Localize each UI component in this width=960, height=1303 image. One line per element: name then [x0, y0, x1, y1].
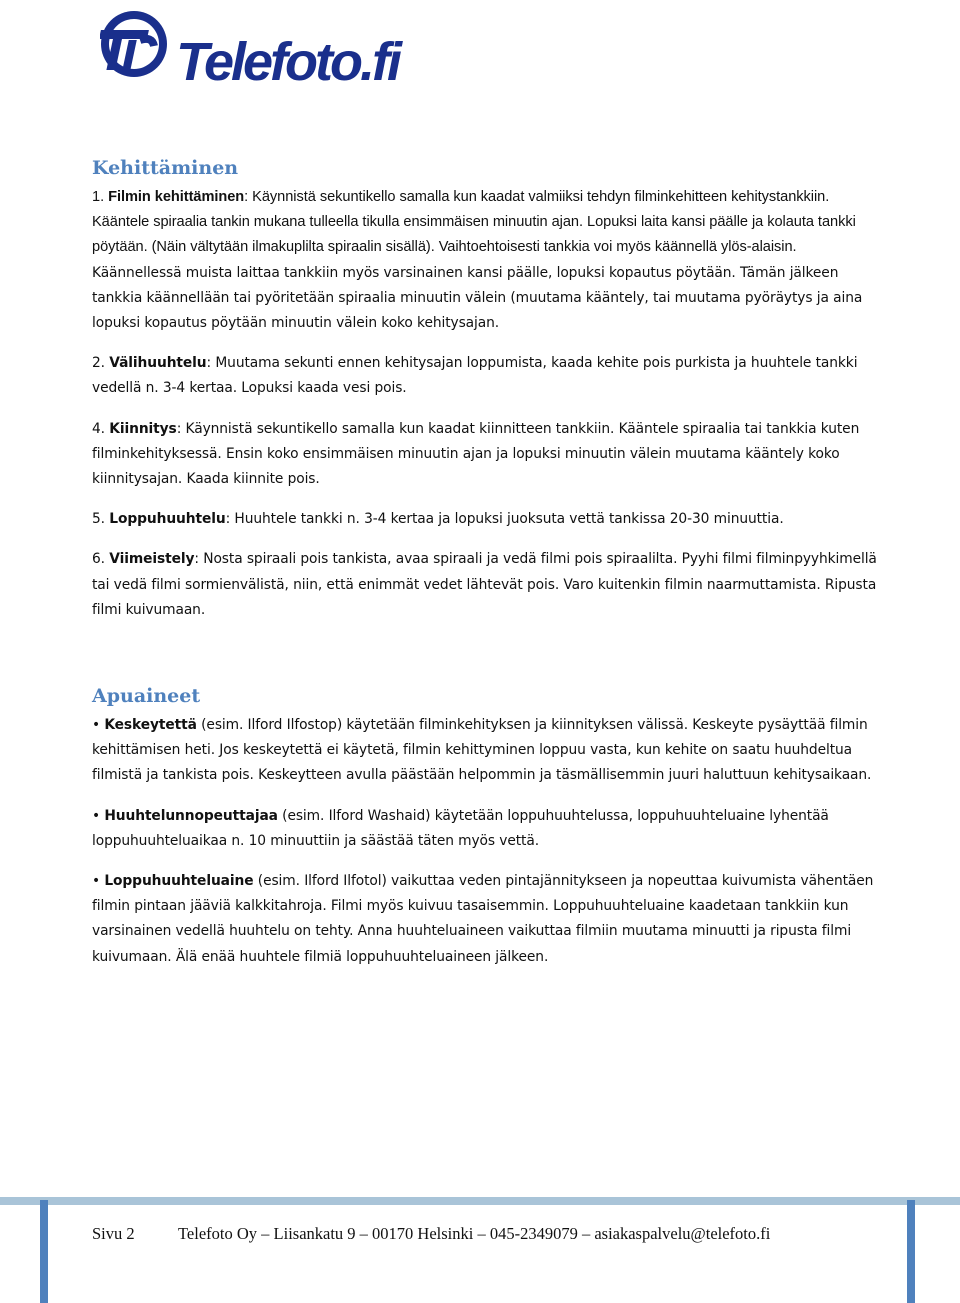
logo-wordmark: Telefoto.fi [176, 32, 399, 88]
apuaine-item-loppuhuuhteluaine [92, 869, 882, 970]
step-4-text: : Käynnistä sekuntikello samalla kun kaadat kiinnitteen tankkiin. Kääntele spiraalia tai tankkia kuten filminkehityksessä. Ensin koko ensimmäisen minuutin ajan ja lopuksi minuutin välein muutama kääntely koko kiinnitysajan. Kaada kiinnite pois. [92, 420, 860, 488]
step-2-number: 2. [92, 355, 110, 372]
step-5-text: : Huuhtele tankki n. 3-4 kertaa ja lopuksi juoksuta vettä tankissa 20-30 minuuttia. [225, 511, 784, 528]
step-6-text: : Nosta spiraali pois tankista, avaa spiraali ja vedä filmi pois spiraalilta. Pyyhi filmi filminpyyhkimellä tai vedä filmi sormienvälistä, niin, että enimmät vedet lähtevät pois. Varo kuitenkin filmin naarmuttamista. Ripusta filmi kuivumaan. [92, 551, 877, 618]
step-4-title: Kiinnitys [109, 420, 177, 437]
main-content [92, 155, 882, 970]
apuaine-title-keskeyte: Keskeytettä [104, 717, 197, 734]
footer-contact-info: Telefoto Oy – Liisankatu 9 – 00170 Helsinki – 045-2349079 – asiakaspalvelu@telefoto.fi [178, 1224, 771, 1243]
step-5-paragraph [92, 507, 882, 532]
step-6-number: 6. [92, 551, 110, 568]
step-6-paragraph [92, 547, 882, 623]
apuaine-item-huuhtelunnopeuttaja [92, 804, 882, 854]
step-4-number: 4. [92, 420, 110, 437]
footer-bar-left [40, 1200, 48, 1303]
heading-kehittaminen: Kehittäminen [92, 157, 239, 179]
heading-apuaineet: Apuaineet [92, 685, 201, 708]
apuaine-text-huuhtelunnopeuttaja: (esim. Ilford Washaid) käytetään loppuhuuhtelussa, loppuhuuhteluaine lyhentää loppuhuuhteluaikaa n. 10 minuuttiin ja säästää täten myös vettä. [92, 807, 829, 849]
apuaine-text-keskeyte: (esim. Ilford Ilfostop) käytetään filminkehityksen ja kiinnityksen välissä. Keskeyte pysäyttää filmin kehittämisen heti. Jos keskeytettä ei käytetä, filmin kehittyminen loppuu vasta, kun kehite on saatu huuhdeltua filmistä ja tankista pois. Keskeytteen avulla päästään helpommin ja täsmällisemmin juuri haluttuun kehitysaikaan. [92, 717, 872, 784]
step-2-text: : Muutama sekunti ennen kehitysajan loppumista, kaada kehite pois purkista ja huuhtele tankki vedellä n. 3-4 kertaa. Lopuksi kaada vesi pois. [92, 355, 858, 397]
apuaine-item-keskeyte [92, 713, 882, 789]
step-5-number: 5. [92, 511, 110, 528]
step-1-paragraph [92, 185, 882, 336]
apuaine-text-loppuhuuhteluaine: (esim. Ilford Ilfotol) vaikuttaa veden pintajännitykseen ja nopeuttaa kuivumista vähentäen filmin pintaan jääviä kalkkitahroja. Filmi myös kuivuu tasaisemmin. Loppuhuuhteluaine kaadetaan tankkiin kun varsinainen vedellä huuhtelu on tehty. Anna huuhteluaineen vaikuttaa filmiin muutama minuutti ja ripusta filmi kuivumaan. Älä enää huuhtele filmiä loppuhuuhteluaineen jälkeen. [92, 873, 874, 965]
step-1-number: 1. [92, 189, 109, 205]
footer [92, 1224, 892, 1244]
telefoto-logo [100, 6, 440, 88]
step-2-title: Välihuuhtelu [109, 355, 207, 372]
footer-bar-right [907, 1200, 915, 1303]
apuaine-title-loppuhuuhteluaine: Loppuhuuhteluaine [104, 873, 254, 890]
bullet: • [92, 873, 105, 890]
bullet: • [92, 807, 105, 824]
telefoto-logo-graphic [100, 6, 440, 88]
step-1-title: Filmin kehittäminen [108, 189, 245, 205]
step-1-text-b: Käännellessä muista laittaa tankkiin myös varsinainen kansi päälle, lopuksi kopautus pöytään. Tämän jälkeen tankkia käännellään tai pyöritetään spiraalia minuutin välein (muutama kääntely, tai muutama pyöräytys ja aina lopuksi kopautus pöytään minuutin välein koko kehitysajan. [92, 264, 863, 332]
apuaine-title-huuhtelunnopeuttaja: Huuhtelunnopeuttajaa [104, 807, 278, 824]
step-5-title: Loppuhuuhtelu [109, 511, 226, 528]
footer-divider [0, 1197, 960, 1205]
step-2-paragraph [92, 351, 882, 401]
step-6-title: Viimeistely [109, 551, 195, 568]
step-1-text-a: : Käynnistä sekuntikello samalla kun kaadat valmiiksi tehdyn filminkehitteen kehitystankkiin. Kääntele spiraalia tankin mukana tulleella tikulla ensimmäisen minuutin ajan. Lopuksi laita kansi päälle ja kolauta tankki pöytään. (Näin vältytään ilmakuplilta spiraalin sisällä). Vaihtoehtoisesti tankkia voi myös käännellä ylös-alaisin. [92, 189, 856, 256]
page-number: Sivu 2 [92, 1224, 135, 1243]
bullet: • [92, 717, 105, 734]
step-4-paragraph [92, 417, 882, 493]
